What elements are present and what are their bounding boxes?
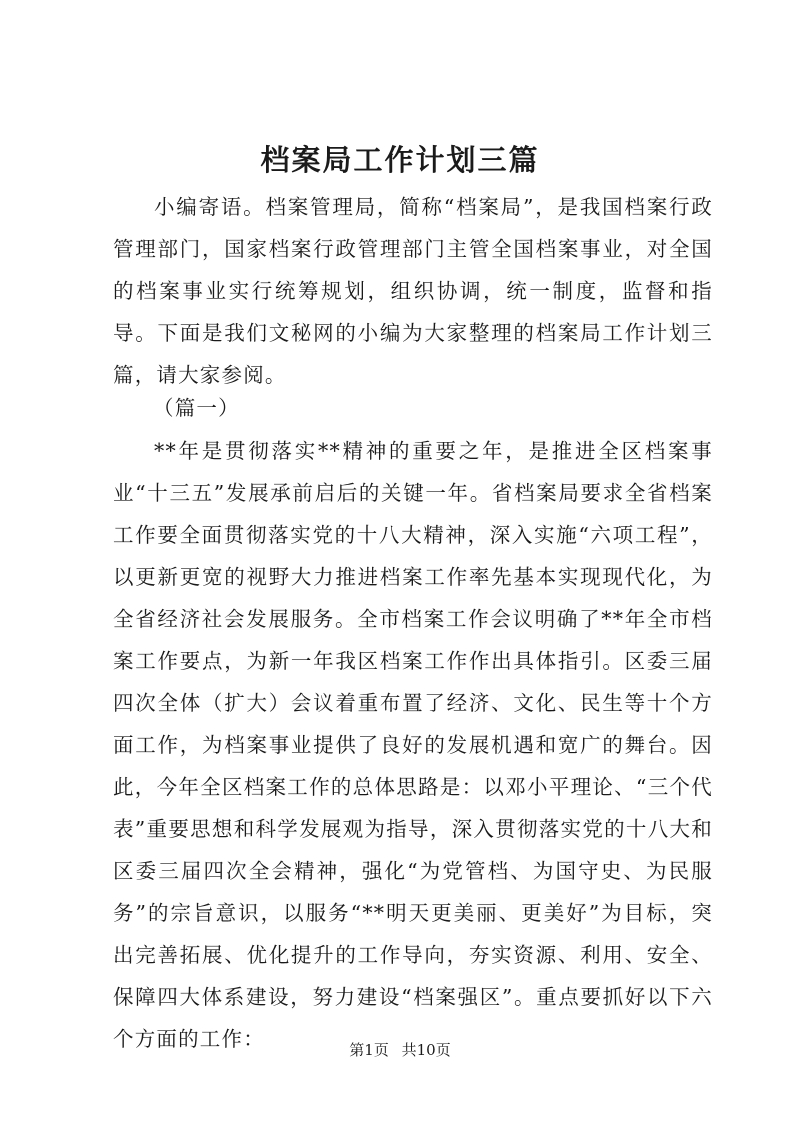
document-title: 档案局工作计划三篇 (260, 143, 540, 177)
total-pages: 共10页 (401, 1041, 451, 1059)
main-block (113, 430, 713, 1060)
page-number: 第1页 (349, 1041, 389, 1059)
section-heading: （篇一） (153, 396, 240, 420)
page-footer (0, 1040, 800, 1060)
intro-block (113, 186, 713, 396)
intro-paragraph: 小编寄语。档案管理局，简称“档案局”，是我国档案行政管理部门，国家档案行政管理部门主管全国档案事业，对全国的档案事业实行统筹规划，组织协调，统一制度，监督和指导。下面是我们文秘网的小编为大家整理的档案局工作计划三篇，请大家参阅。 (113, 195, 713, 387)
body-paragraph: **年是贯彻落实**精神的重要之年，是推进全区档案事业“十三五”发展承前启后的关键一年。省档案局要求全省档案工作要全面贯彻落实党的十八大精神，深入实施“六项工程”，以更新更宽的视野大力推进档案工作率先基本实现现代化，为全省经济社会发展服务。全市档案工作会议明确了**年全市档案工作要点，为新一年我区档案工作作出具体指引。区委三届四次全体（扩大）会议着重布置了经济、文化、民生等十个方面工作，为档案事业提供了良好的发展机遇和宽广的舞台。因此，今年全区档案工作的总体思路是：以邓小平理论、“三个代表”重要思想和科学发展观为指导，深入贯彻落实党的十八大和区委三届四次全会精神，强化“为党管档、为国守史、为民服务”的宗旨意识，以服务“**明天更美丽、更美好”为目标，突出完善拓展、优化提升的工作导向，夯实资源、利用、安全、保障四大体系建设，努力建设“档案强区”。重点要抓好以下六个方面的工作： (113, 439, 713, 1051)
